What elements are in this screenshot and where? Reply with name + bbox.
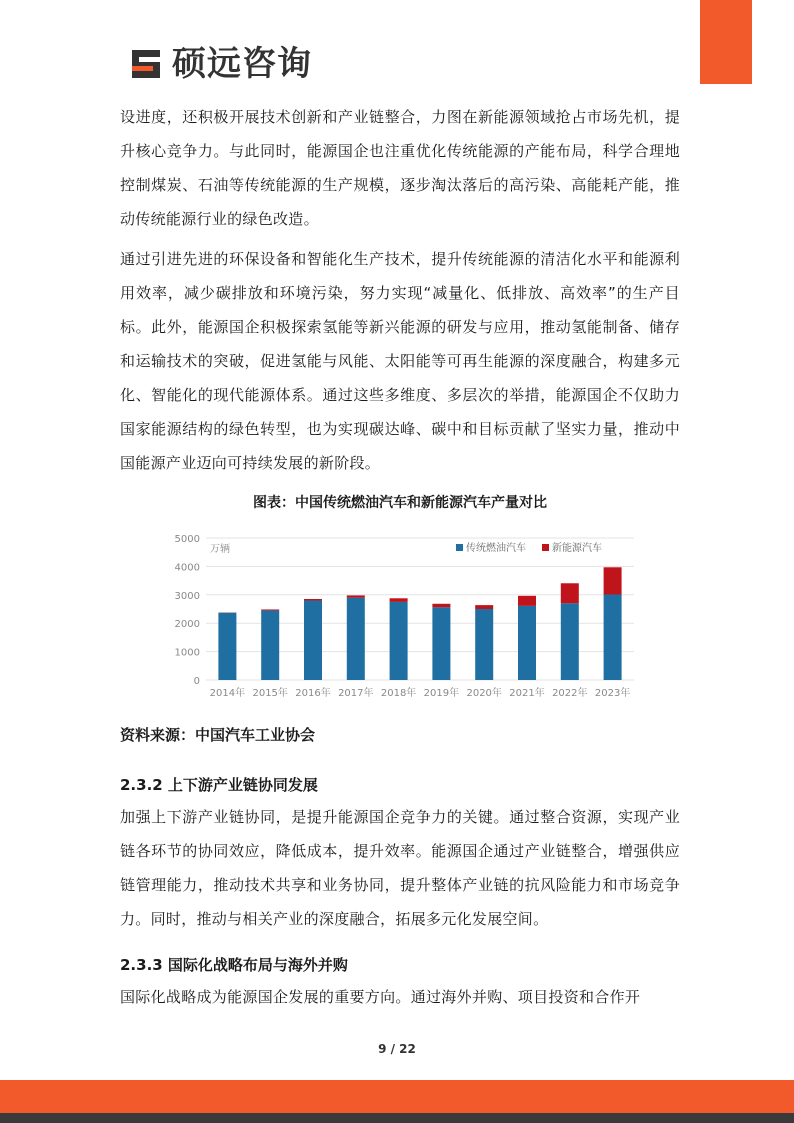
x-tick-label: 2014年 bbox=[209, 688, 246, 699]
bar-new-energy-vehicle bbox=[347, 595, 365, 597]
bar-fuel-vehicle bbox=[518, 606, 536, 680]
y-tick-label: 4000 bbox=[174, 562, 200, 574]
bar-fuel-vehicle bbox=[475, 609, 493, 680]
x-tick-label: 2020年 bbox=[466, 688, 502, 699]
y-tick-label: 3000 bbox=[174, 590, 200, 602]
x-tick-label: 2021年 bbox=[509, 688, 545, 699]
x-tick-label: 2022年 bbox=[552, 688, 588, 699]
legend-swatch bbox=[542, 544, 549, 551]
x-tick-label: 2023年 bbox=[594, 688, 631, 699]
y-tick-label: 2000 bbox=[174, 619, 200, 631]
bar-new-energy-vehicle bbox=[561, 583, 579, 603]
bar-fuel-vehicle bbox=[347, 598, 365, 680]
paragraph-2: 通过引进先进的环保设备和智能化生产技术，提升传统能源的清洁化水平和能源利用效率，减少碳排放和环境污染，努力实现“减量化、低排放、高效率”的生产目标。此外，能源国企积极探索氢能等新兴能源的研发与应用，推动氢能制备、储存和运输技术的突破，促进氢能与风能、太阳能等可再生能源的深度融合，构建多元化、智能化的现代能源体系。通过这些多维度、多层次的举措，能源国企不仅助力国家能源结构的绿色转型，也为实现碳达峰、碳中和目标贡献了坚实力量，推动中国能源产业迈向可持续发展的新阶段。 bbox=[120, 250, 680, 472]
x-tick-label: 2018年 bbox=[380, 688, 417, 699]
production-bar-chart bbox=[160, 528, 640, 708]
paragraph-1: 设进度，还积极开展技术创新和产业链整合，力图在新能源领域抢占市场先机，提升核心竞争力。与此同时，能源国企也注重优化传统能源的产能布局，科学合理地控制煤炭、石油等传统能源的生产规模，逐步淘汰落后的高污染、高能耗产能，推动传统能源行业的绿色改造。 bbox=[120, 108, 680, 228]
y-tick-label: 5000 bbox=[174, 534, 200, 545]
legend-label: 新能源汽车 bbox=[552, 543, 602, 554]
bar-fuel-vehicle bbox=[390, 602, 408, 680]
legend-swatch bbox=[456, 544, 463, 551]
bar-fuel-vehicle bbox=[561, 603, 579, 680]
bar-fuel-vehicle bbox=[304, 600, 322, 680]
x-tick-label: 2017年 bbox=[338, 688, 374, 699]
bar-fuel-vehicle bbox=[604, 595, 622, 680]
bar-new-energy-vehicle bbox=[604, 567, 622, 594]
section-2-3-2-text: 加强上下游产业链协同，是提升能源国企竞争力的关键。通过整合资源，实现产业链各环节的协同效应，降低成本，提升效率。能源国企通过产业链整合，增强供应链管理能力，推动技术共享和业务协同，提升整体产业链的抗风险能力和市场竞争力。同时，推动与相关产业的深度融合，拓展多元化发展空间。 bbox=[120, 808, 680, 928]
bar-new-energy-vehicle bbox=[390, 598, 408, 602]
y-unit-label: 万辆 bbox=[210, 544, 230, 555]
brand-name: 硕远咨询 bbox=[172, 44, 312, 84]
y-tick-label: 0 bbox=[193, 676, 200, 687]
x-tick-label: 2019年 bbox=[423, 688, 460, 699]
footer-base-strip bbox=[0, 1113, 794, 1123]
s-bracket-logo-icon bbox=[128, 46, 164, 82]
section-2-3-3-text: 国际化战略成为能源国企发展的重要方向。通过海外并购、项目投资和合作开 bbox=[120, 988, 641, 1006]
bar-fuel-vehicle bbox=[261, 610, 279, 680]
bar-new-energy-vehicle bbox=[475, 605, 493, 609]
bar-new-energy-vehicle bbox=[432, 604, 450, 608]
figure-title: 图表：中国传统燃油汽车和新能源汽车产量对比 bbox=[253, 495, 547, 511]
brand-logo bbox=[128, 44, 312, 84]
bar-new-energy-vehicle bbox=[518, 596, 536, 606]
x-tick-label: 2016年 bbox=[295, 688, 331, 699]
figure-source: 资料来源：中国汽车工业协会 bbox=[120, 726, 316, 744]
section-heading-2-3-2: 2.3.2 上下游产业链协同发展 bbox=[120, 776, 318, 794]
legend-label: 传统燃油汽车 bbox=[466, 543, 526, 554]
bar-fuel-vehicle bbox=[218, 613, 236, 680]
y-tick-label: 1000 bbox=[174, 647, 200, 659]
x-tick-label: 2015年 bbox=[252, 688, 288, 699]
page-number: 9 / 22 bbox=[378, 1042, 416, 1056]
header-accent-block bbox=[700, 0, 752, 84]
section-heading-2-3-3: 2.3.3 国际化战略布局与海外并购 bbox=[120, 956, 348, 974]
footer-band bbox=[0, 1080, 794, 1113]
bar-new-energy-vehicle bbox=[304, 599, 322, 600]
bar-fuel-vehicle bbox=[432, 607, 450, 680]
bar-new-energy-vehicle bbox=[261, 609, 279, 610]
